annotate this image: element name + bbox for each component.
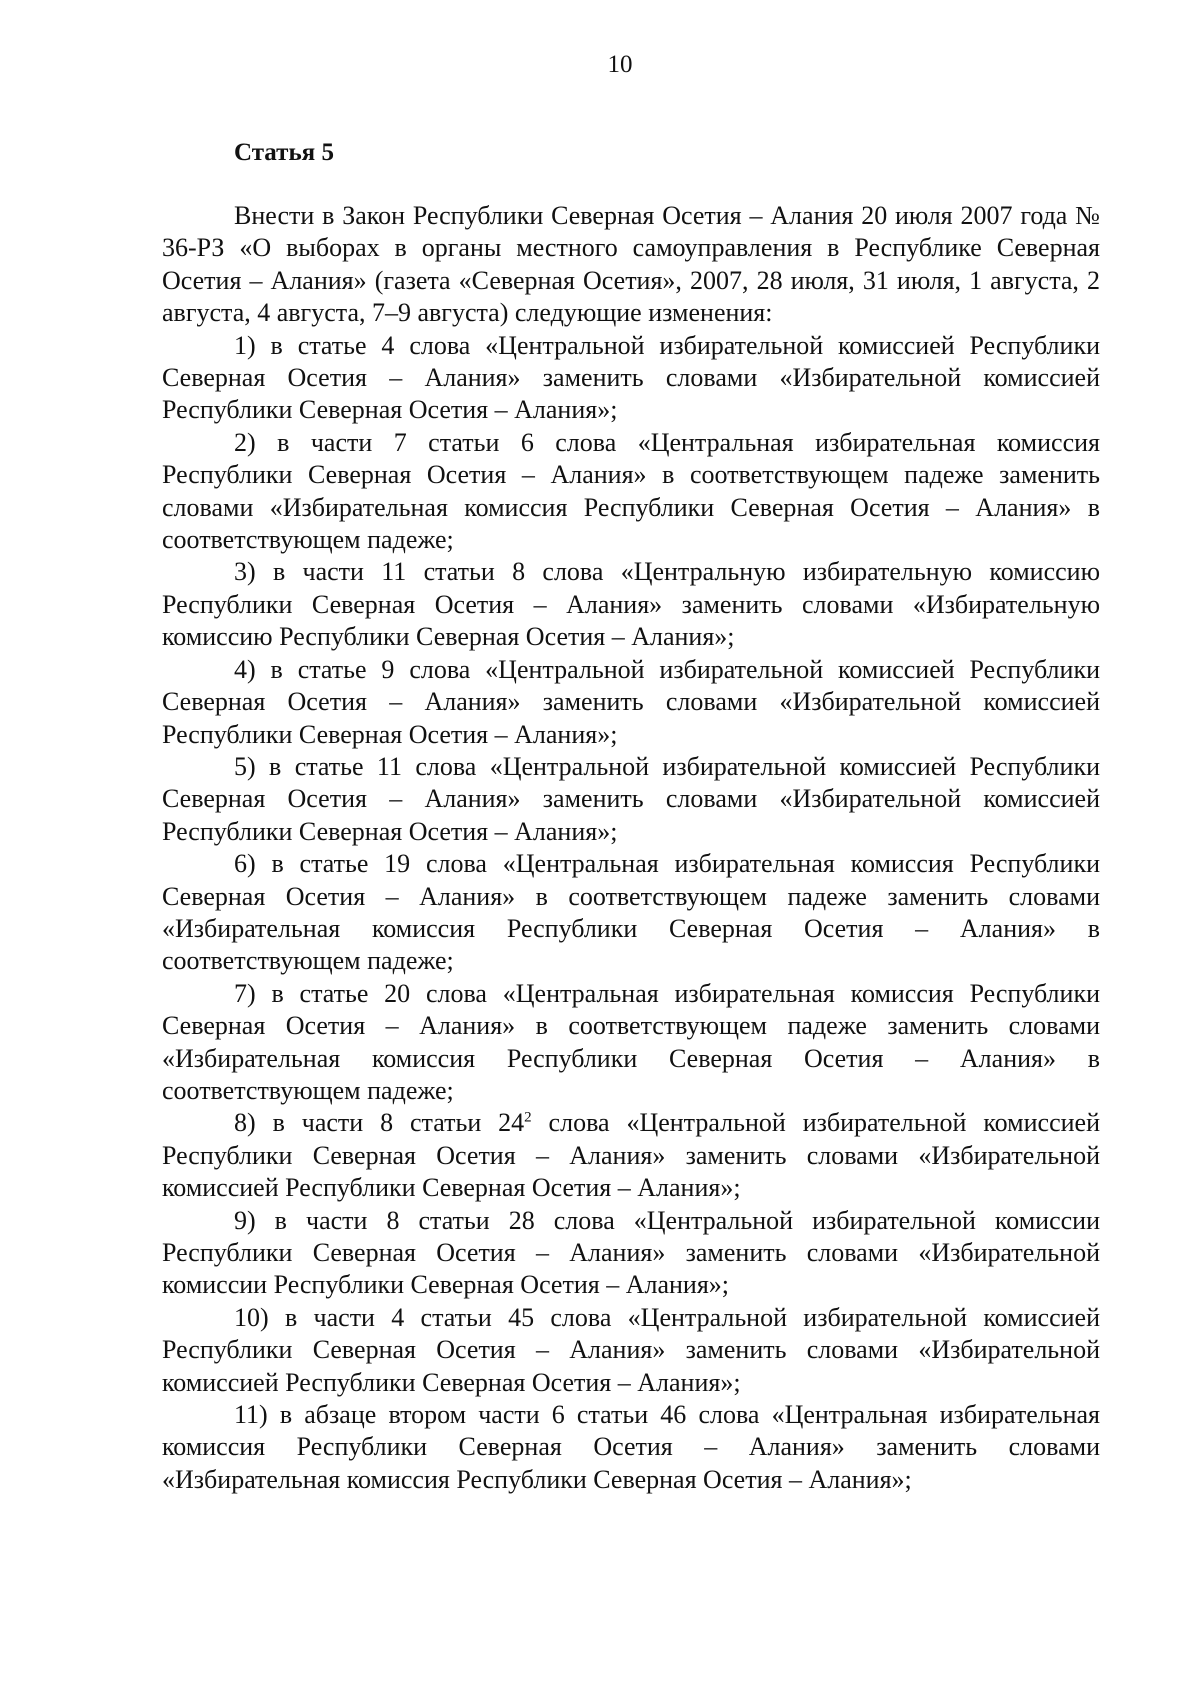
amendment-item-8 [162, 1107, 1100, 1204]
article-body [162, 200, 1100, 1496]
amendment-item-11: 11) в абзаце втором части 6 статьи 46 слова «Центральная избирательная комиссия Республики Северная Осетия – Алания» заменить словами «Избирательная комиссия Республики Северная Осетия – Алания»; [162, 1400, 1100, 1494]
amendment-item-6: 6) в статье 19 слова «Центральная избирательная комиссия Республики Северная Осетия – Алания» в соответствующем падеже заменить словами «Избирательная комиссия Республики Северная Осетия – Алания» в соответствующем падеже; [162, 849, 1100, 976]
amendment-item-7: 7) в статье 20 слова «Центральная избирательная комиссия Республики Северная Осетия – Алания» в соответствующем падеже заменить словами «Избирательная комиссия Республики Северная Осетия – Алания» в соответствующем падеже; [162, 978, 1100, 1105]
article-title: Статья 5 [234, 139, 334, 166]
intro-paragraph: Внести в Закон Республики Северная Осетия – Алания 20 июля 2007 года № 36-РЗ «О выборах в органы местного самоуправления в Республике Северная Осетия – Алания» (газета «Северная Осетия», 2007, 28 июля, 31 июля, 1 августа, 2 августа, 4 августа, 7–9 августа) следующие изменения: [162, 201, 1100, 328]
amendment-item-9: 9) в части 8 статьи 28 слова «Центральной избирательной комиссии Республики Северная Осетия – Алания» заменить словами «Избирательной комиссии Республики Северная Осетия – Алания»; [162, 1205, 1100, 1300]
amendment-item-1: 1) в статье 4 слова «Центральной избирательной комиссией Республики Северная Осетия – Алания» заменить словами «Избирательной комиссией Республики Северная Осетия – Алания»; [162, 330, 1100, 425]
amendment-item-8-rest: слова «Центральной избирательной комиссией Республики Северная Осетия – Алания» заменить словами «Избирательной комиссией Республики Северная Осетия – Алания»; [162, 1108, 1100, 1203]
page-number: 10 [607, 51, 633, 78]
article-number-superscript: 2 [524, 1109, 532, 1126]
amendment-item-8-start: 8) в части 8 статьи 24 [234, 1108, 525, 1138]
amendment-item-4: 4) в статье 9 слова «Центральной избирательной комиссией Республики Северная Осетия – Алания» заменить словами «Избирательной комиссией Республики Северная Осетия – Алания»; [162, 654, 1100, 749]
amendment-item-10: 10) в части 4 статьи 45 слова «Центральной избирательной комиссией Республики Северная Осетия – Алания» заменить словами «Избирательной комиссией Республики Северная Осетия – Алания»; [162, 1302, 1100, 1397]
amendment-item-5: 5) в статье 11 слова «Центральной избирательной комиссией Республики Северная Осетия – Алания» заменить словами «Избирательной комиссией Республики Северная Осетия – Алания»; [162, 751, 1100, 846]
amendment-item-3: 3) в части 11 статьи 8 слова «Центральную избирательную комиссию Республики Северная Осетия – Алания» заменить словами «Избирательную комиссию Республики Северная Осетия – Алания»; [162, 557, 1100, 652]
amendment-item-2: 2) в части 7 статьи 6 слова «Центральная избирательная комиссия Республики Северная Осетия – Алания» в соответствующем падеже заменить словами «Избирательная комиссия Республики Северная Осетия – Алания» в соответствующем падеже; [162, 427, 1100, 555]
